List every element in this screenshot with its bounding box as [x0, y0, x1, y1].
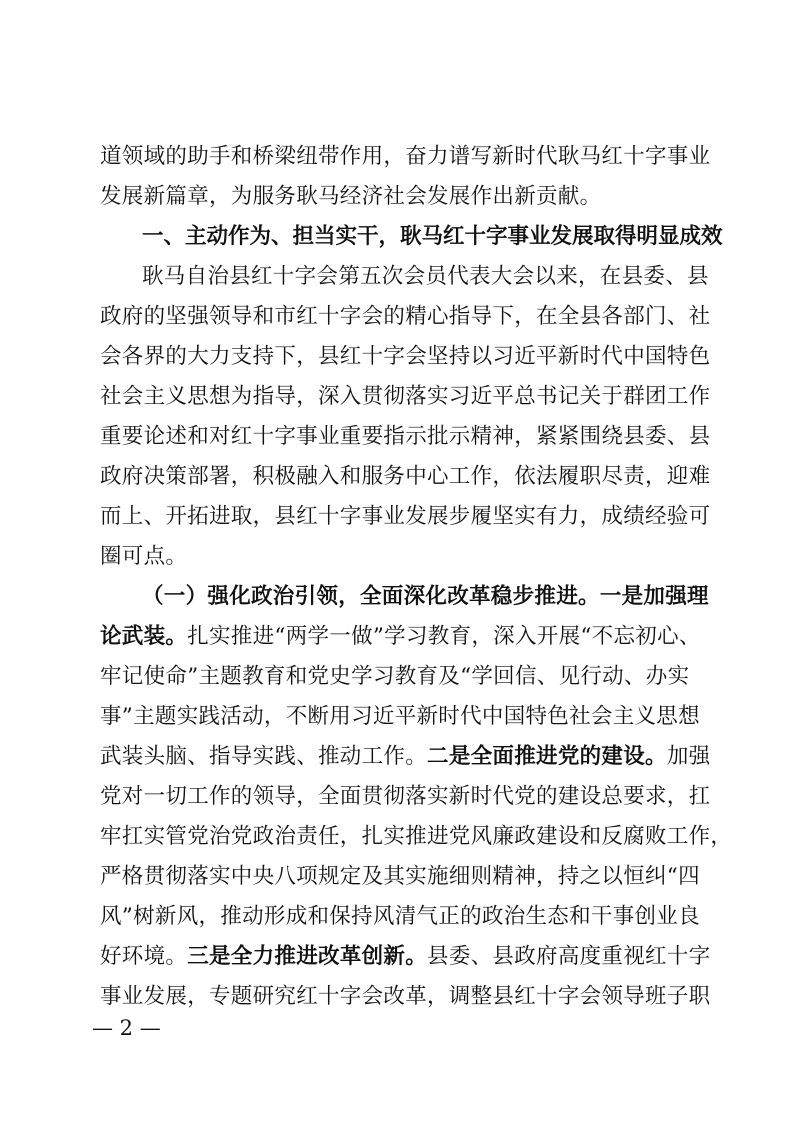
paragraph-line: 社会主义思想为指导，深入贯彻落实习近平总书记关于群团工作: [100, 384, 711, 409]
paragraph-line: 而上、开拓进取，县红十字事业发展步履坚实有力，成绩经验可: [100, 504, 711, 529]
point-title: 论武装。: [100, 624, 188, 649]
paragraph-line: 风”树新风，推动形成和保持风清气正的政治生态和干事创业良: [100, 904, 700, 929]
paragraph-text: 加强: [666, 744, 711, 769]
paragraph-text: 武装头脑、指导实践、推动工作。: [100, 744, 428, 769]
point-title: 三是全力推进改革创新。: [187, 944, 428, 969]
point-title: 一是加强理: [599, 584, 709, 609]
subsection-heading: （一）强化政治引领，全面深化改革稳步推进。: [142, 584, 600, 609]
paragraph-line: [100, 744, 711, 769]
paragraph-line: 事业发展，专题研究红十字会改革，调整县红十字会领导班子职: [100, 984, 711, 1009]
point-title: 二是全面推进党的建设。: [427, 744, 667, 769]
paragraph-line: 重要论述和对红十字事业重要指示批示精神，紧紧围绕县委、县: [100, 424, 711, 449]
paragraph-text: 扎实推进“两学一做”学习教育，深入开展“不忘初心、: [187, 624, 701, 649]
page-number: — 2 —: [92, 1016, 161, 1040]
paragraph-text: 好环境。: [100, 944, 188, 969]
paragraph-line: [100, 625, 700, 649]
paragraph-line: 耿马自治县红十字会第五次会员代表大会以来，在县委、县: [142, 264, 709, 289]
paragraph-line: 严格贯彻落实中央八项规定及其实施细则精神，持之以恒纠“四: [100, 864, 700, 889]
paragraph-line: 圈可点。: [100, 544, 188, 569]
subsection-first-line: [142, 584, 709, 609]
paragraph-text: 县委、县政府高度重视红十字: [427, 944, 711, 969]
paragraph-line: 政府的坚强领导和市红十字会的精心指导下，在全县各部门、社: [100, 304, 711, 329]
paragraph-line: 发展新篇章，为服务耿马经济社会发展作出新贡献。: [100, 184, 602, 209]
paragraph-line: 牢记使命”主题教育和党史学习教育及“学回信、见行动、办实: [100, 664, 690, 689]
paragraph-line: 牢扛实管党治党政治责任，扎实推进党风廉政建设和反腐败工作，: [100, 824, 733, 849]
section-heading: 一、主动作为、担当实干，耿马红十字事业发展取得明显成效: [142, 224, 723, 249]
paragraph-line: 会各界的大力支持下，县红十字会坚持以习近平新时代中国特色: [100, 344, 711, 369]
paragraph-line: 事”主题实践活动，不断用习近平新时代中国特色社会主义思想: [100, 704, 700, 729]
paragraph-line: 党对一切工作的领导，全面贯彻落实新时代党的建设总要求，扛: [100, 784, 711, 809]
paragraph-line: 道领域的助手和桥梁纽带作用，奋力谱写新时代耿马红十字事业: [100, 144, 711, 169]
paragraph-line: 政府决策部署，积极融入和服务中心工作，依法履职尽责，迎难: [100, 464, 711, 489]
paragraph-line: [100, 944, 711, 969]
